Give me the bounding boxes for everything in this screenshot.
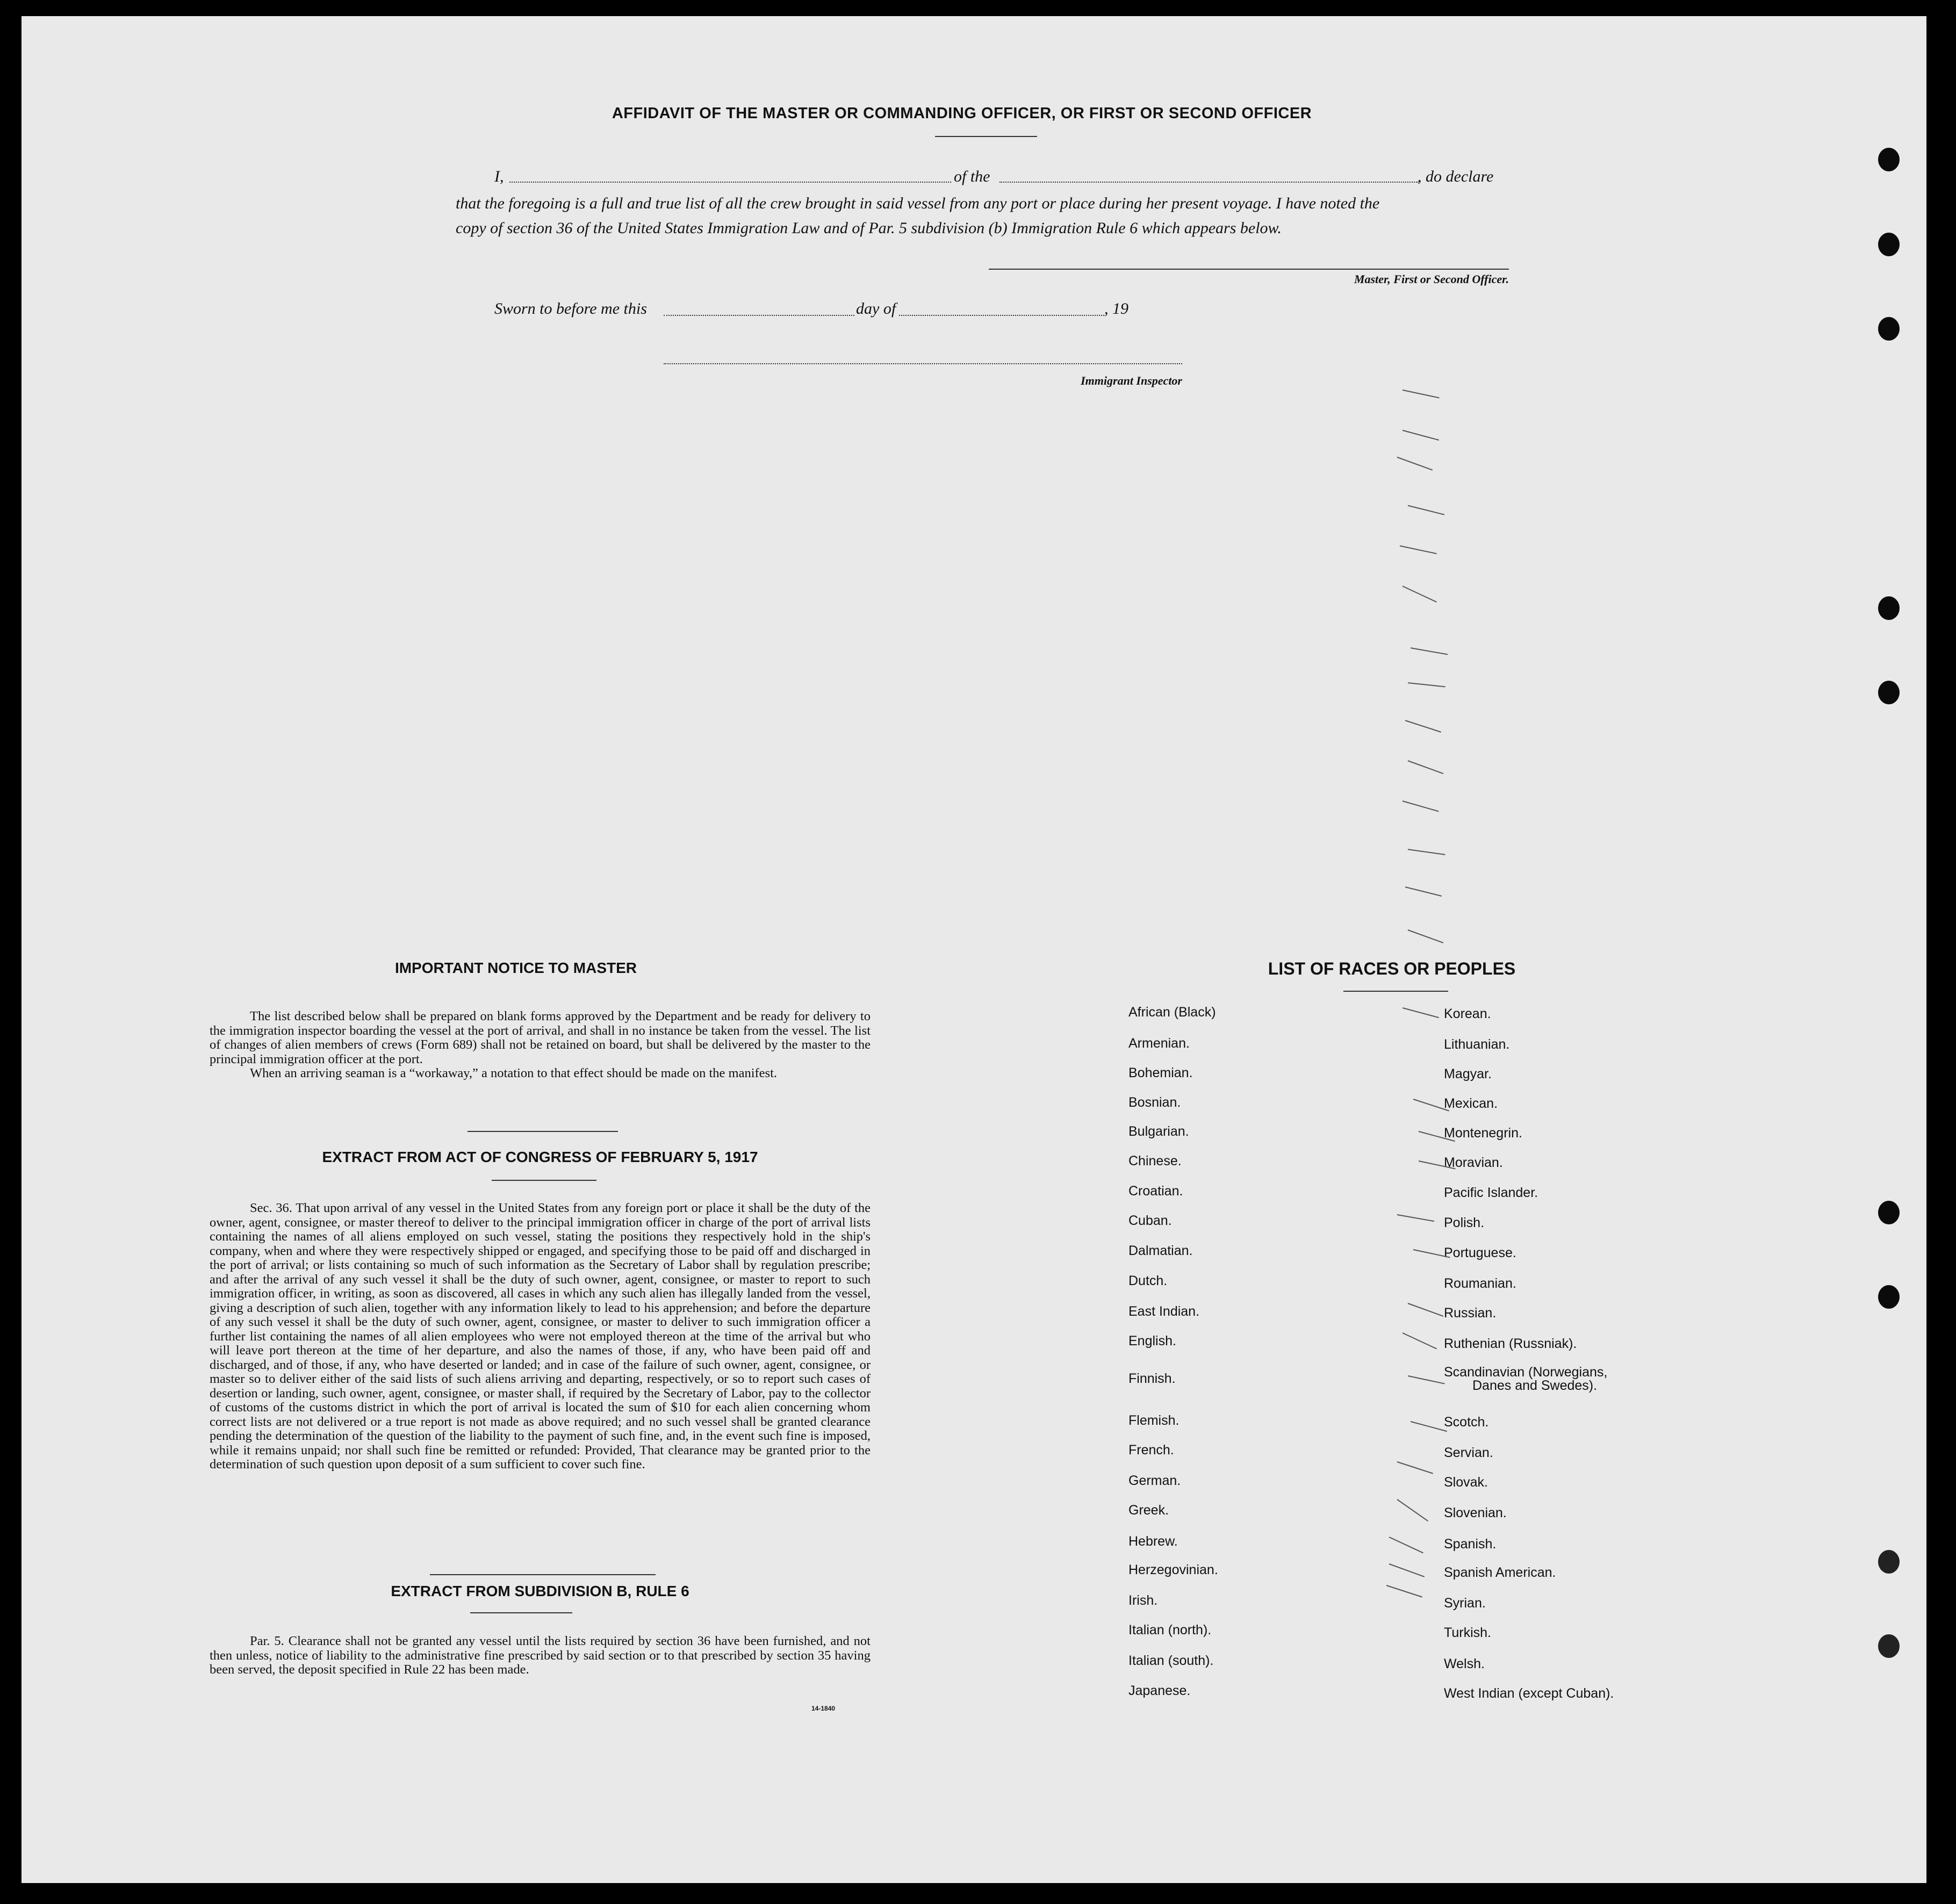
inspector-label: Immigrant Inspector bbox=[1081, 374, 1182, 387]
race-item: Turkish. bbox=[1444, 1625, 1491, 1640]
race-item: Magyar. bbox=[1444, 1066, 1492, 1081]
race-item: English. bbox=[1128, 1333, 1176, 1348]
punch-hole bbox=[1878, 233, 1900, 256]
race-item: Irish. bbox=[1128, 1593, 1158, 1608]
tick-mark bbox=[1386, 1585, 1422, 1598]
tick-mark bbox=[1408, 929, 1443, 943]
punch-hole bbox=[1878, 1550, 1900, 1574]
race-item: Scotch. bbox=[1444, 1415, 1489, 1430]
race-item: Montenegrin. bbox=[1444, 1126, 1522, 1141]
tick-mark bbox=[1403, 1007, 1439, 1018]
races-title: LIST OF RACES OR PEOPLES bbox=[1268, 959, 1516, 978]
race-item: Bosnian. bbox=[1128, 1095, 1181, 1110]
rule-title: EXTRACT FROM SUBDIVISION B, RULE 6 bbox=[391, 1583, 689, 1599]
race-item: Dutch. bbox=[1128, 1273, 1168, 1288]
sworn-day-blank bbox=[664, 315, 854, 316]
race-item: Japanese. bbox=[1128, 1683, 1191, 1698]
punch-hole bbox=[1878, 681, 1900, 704]
tick-mark bbox=[1408, 505, 1444, 515]
sworn-day-of: day of bbox=[856, 300, 896, 318]
notice-body bbox=[210, 1009, 871, 1081]
affidavit-line-3: copy of section 36 of the United States Immigration Law and of Par. 5 subdivision (b) Immigration Rule 6 which appears below. bbox=[456, 219, 1282, 237]
tick-mark bbox=[1389, 1537, 1423, 1553]
vessel-blank bbox=[999, 182, 1419, 183]
notice-title: IMPORTANT NOTICE TO MASTER bbox=[394, 960, 637, 976]
tick-mark bbox=[1403, 430, 1439, 441]
act-section-36: Sec. 36. That upon arrival of any vessel in the United States from any foreign port or place it shall be the duty of the owner, agent, consignee, or master thereof to deliver to the principal immigration officer in charge of the port of arrival lists containing the names of all aliens employed on such vessel, stating the positions they respectively hold in the ship's company, when and where they were respectively shipped or engaged, and specifying those to be paid off and discharged in the port of arrival; or lists containing so much of such information as the Secretary of Labor shall by regulation prescribe; and after the arrival of any such vessel it shall be the duty of such owner, agent, consignee, or master to report to such immigration officer, in writing, as soon as discovered, all cases in which any such alien has illegally landed from the vessel, giving a description of such alien, together with any information likely to lead to his apprehension; and before the departure of any such vessel it shall be the duty of such owner, agent, consignee, or master to deliver to such immigration officer a further list containing the names of all alien employees who were not employed thereon at the time of the arrival but who will leave port thereon at the time of her departure, and also the names of those, if any, who have been paid off and discharged, and of those, if any, who have deserted or landed; and in case of the failure of such owner, agent, consignee, or master so to deliver either of the said lists of such aliens arriving and departing, respectively, or so to report such cases of desertion or landing, such owner, agent, consignee, or master shall, if required by the Secretary of Labor, pay to the collector of customs of the customs district in which the port of arrival is located the sum of $10 for each alien concerning whom correct lists are not delivered or a true report is not made as above required; and no such vessel shall be granted clearance pending the determination of the question of the liability to the payment of such fine, and, in the event such fine is imposed, while it remains unpaid; nor shall such fine be remitted or refunded: Provided, That clearance may be granted prior to the determination of such question upon deposit of a sum sufficient to cover such fine. bbox=[210, 1201, 871, 1472]
master-signature-label: Master, First or Second Officer. bbox=[1354, 272, 1509, 286]
title-rule bbox=[935, 136, 1037, 137]
race-item: French. bbox=[1128, 1443, 1174, 1458]
race-item: Spanish American. bbox=[1444, 1565, 1556, 1580]
act-body bbox=[210, 1201, 871, 1472]
race-item: Finnish. bbox=[1128, 1371, 1176, 1386]
tick-mark bbox=[1403, 390, 1440, 399]
race-item: East Indian. bbox=[1128, 1304, 1200, 1319]
notice-rule bbox=[468, 1131, 618, 1132]
affidavit-declare: , do declare bbox=[1418, 168, 1494, 185]
sworn-month-blank bbox=[899, 315, 1104, 316]
races-rule bbox=[1343, 991, 1448, 992]
race-item: Slovak. bbox=[1444, 1475, 1488, 1490]
race-item: Herzegovinian. bbox=[1128, 1562, 1218, 1577]
form-number: 14-1840 bbox=[811, 1705, 836, 1712]
race-item: German. bbox=[1128, 1473, 1181, 1488]
race-item: West Indian (except Cuban). bbox=[1444, 1686, 1614, 1701]
act-title: EXTRACT FROM ACT OF CONGRESS OF FEBRUARY 5, 1917 bbox=[322, 1149, 758, 1165]
punch-hole bbox=[1878, 1285, 1900, 1309]
race-item: Croatian. bbox=[1128, 1184, 1183, 1199]
race-item: Scandinavian (Norwegians, bbox=[1444, 1365, 1608, 1380]
tick-mark bbox=[1408, 682, 1446, 687]
tick-mark bbox=[1389, 1563, 1425, 1577]
race-item: Cuban. bbox=[1128, 1213, 1172, 1228]
tick-mark bbox=[1408, 760, 1443, 774]
tick-mark bbox=[1405, 720, 1441, 733]
rule-body bbox=[210, 1634, 871, 1677]
race-item: Pacific Islander. bbox=[1444, 1185, 1538, 1200]
race-item: Ruthenian (Russniak). bbox=[1444, 1336, 1577, 1351]
inspector-signature-line bbox=[664, 363, 1182, 364]
affidavit-title: AFFIDAVIT OF THE MASTER OR COMMANDING OFFICER, OR FIRST OR SECOND OFFICER bbox=[612, 105, 1312, 122]
race-item: Welsh. bbox=[1444, 1656, 1485, 1671]
affidavit-of-the: of the bbox=[954, 168, 990, 185]
race-item: Polish. bbox=[1444, 1215, 1485, 1230]
punch-hole bbox=[1878, 596, 1900, 620]
race-item: Korean. bbox=[1444, 1006, 1491, 1021]
punch-hole bbox=[1878, 1634, 1900, 1658]
race-item: Flemish. bbox=[1128, 1413, 1180, 1428]
tick-mark bbox=[1408, 1303, 1443, 1317]
race-item: Moravian. bbox=[1444, 1155, 1503, 1170]
act-rule bbox=[492, 1180, 596, 1181]
punch-hole bbox=[1878, 317, 1900, 341]
rule-paragraph: Par. 5. Clearance shall not be granted any vessel until the lists required by section 36 have been furnished, and not then unless, notice of liability to the administrative fine prescribed by said section or to that prescribed by section 35 having been served, the deposit specified in Rule 22 has been made. bbox=[210, 1634, 871, 1677]
race-item: Russian. bbox=[1444, 1306, 1497, 1321]
race-item: Hebrew. bbox=[1128, 1534, 1178, 1549]
race-item: Chinese. bbox=[1128, 1153, 1182, 1169]
master-signature-line bbox=[989, 269, 1509, 270]
tick-mark bbox=[1403, 800, 1439, 812]
tick-mark bbox=[1405, 886, 1442, 897]
race-item: Bohemian. bbox=[1128, 1065, 1193, 1080]
tick-mark bbox=[1397, 1214, 1434, 1222]
tick-mark bbox=[1411, 647, 1448, 655]
race-item: Dalmatian. bbox=[1128, 1243, 1193, 1258]
affidavit-line-2: that the foregoing is a full and true list of all the crew brought in said vessel from any port or place during her present voyage. I have noted the bbox=[456, 194, 1380, 212]
race-item: Servian. bbox=[1444, 1445, 1493, 1460]
race-item: Mexican. bbox=[1444, 1096, 1498, 1111]
tick-mark bbox=[1408, 849, 1446, 855]
notice-paragraph-1: The list described below shall be prepared on blank forms approved by the Department and be ready for delivery to the immigration inspector boarding the vessel at the port of arrival, and shall in no instance be taken from the vessel. The list of changes of alien members of crews (Form 689) shall not be retained on board, but shall be delivered by the master to the principal immigration officer at the port. bbox=[210, 1009, 871, 1066]
tick-mark bbox=[1397, 457, 1433, 471]
race-item-continuation: Danes and Swedes). bbox=[1472, 1378, 1598, 1393]
race-item: Greek. bbox=[1128, 1503, 1169, 1518]
race-item: African (Black) bbox=[1128, 1005, 1216, 1020]
race-item: Syrian. bbox=[1444, 1596, 1486, 1611]
tick-mark bbox=[1403, 1332, 1437, 1349]
race-item: Lithuanian. bbox=[1444, 1037, 1510, 1052]
race-item: Spanish. bbox=[1444, 1537, 1497, 1552]
tick-mark bbox=[1403, 586, 1437, 602]
rule-rule bbox=[470, 1612, 572, 1613]
notice-paragraph-2: When an arriving seaman is a “workaway,” a notation to that effect should be made on the manifest. bbox=[250, 1066, 778, 1080]
sworn-year: , 19 bbox=[1104, 300, 1128, 318]
punch-hole bbox=[1878, 1201, 1900, 1224]
document-page bbox=[21, 16, 1926, 1883]
name-blank bbox=[509, 182, 951, 183]
tick-mark bbox=[1408, 1375, 1445, 1384]
race-item: Portuguese. bbox=[1444, 1245, 1516, 1260]
race-item: Bulgarian. bbox=[1128, 1124, 1189, 1139]
race-item: Roumanian. bbox=[1444, 1276, 1516, 1291]
race-item: Italian (south). bbox=[1128, 1653, 1214, 1668]
affidavit-i: I, bbox=[494, 168, 504, 185]
race-item: Armenian. bbox=[1128, 1036, 1190, 1051]
sworn-text: Sworn to before me this bbox=[494, 300, 647, 318]
rule-top-rule bbox=[430, 1574, 656, 1575]
tick-mark bbox=[1400, 545, 1437, 554]
tick-mark bbox=[1397, 1461, 1433, 1474]
tick-mark bbox=[1397, 1499, 1428, 1521]
tick-mark bbox=[1411, 1421, 1447, 1432]
race-item: Italian (north). bbox=[1128, 1622, 1212, 1638]
race-item: Slovenian. bbox=[1444, 1505, 1507, 1520]
punch-hole bbox=[1878, 148, 1900, 171]
